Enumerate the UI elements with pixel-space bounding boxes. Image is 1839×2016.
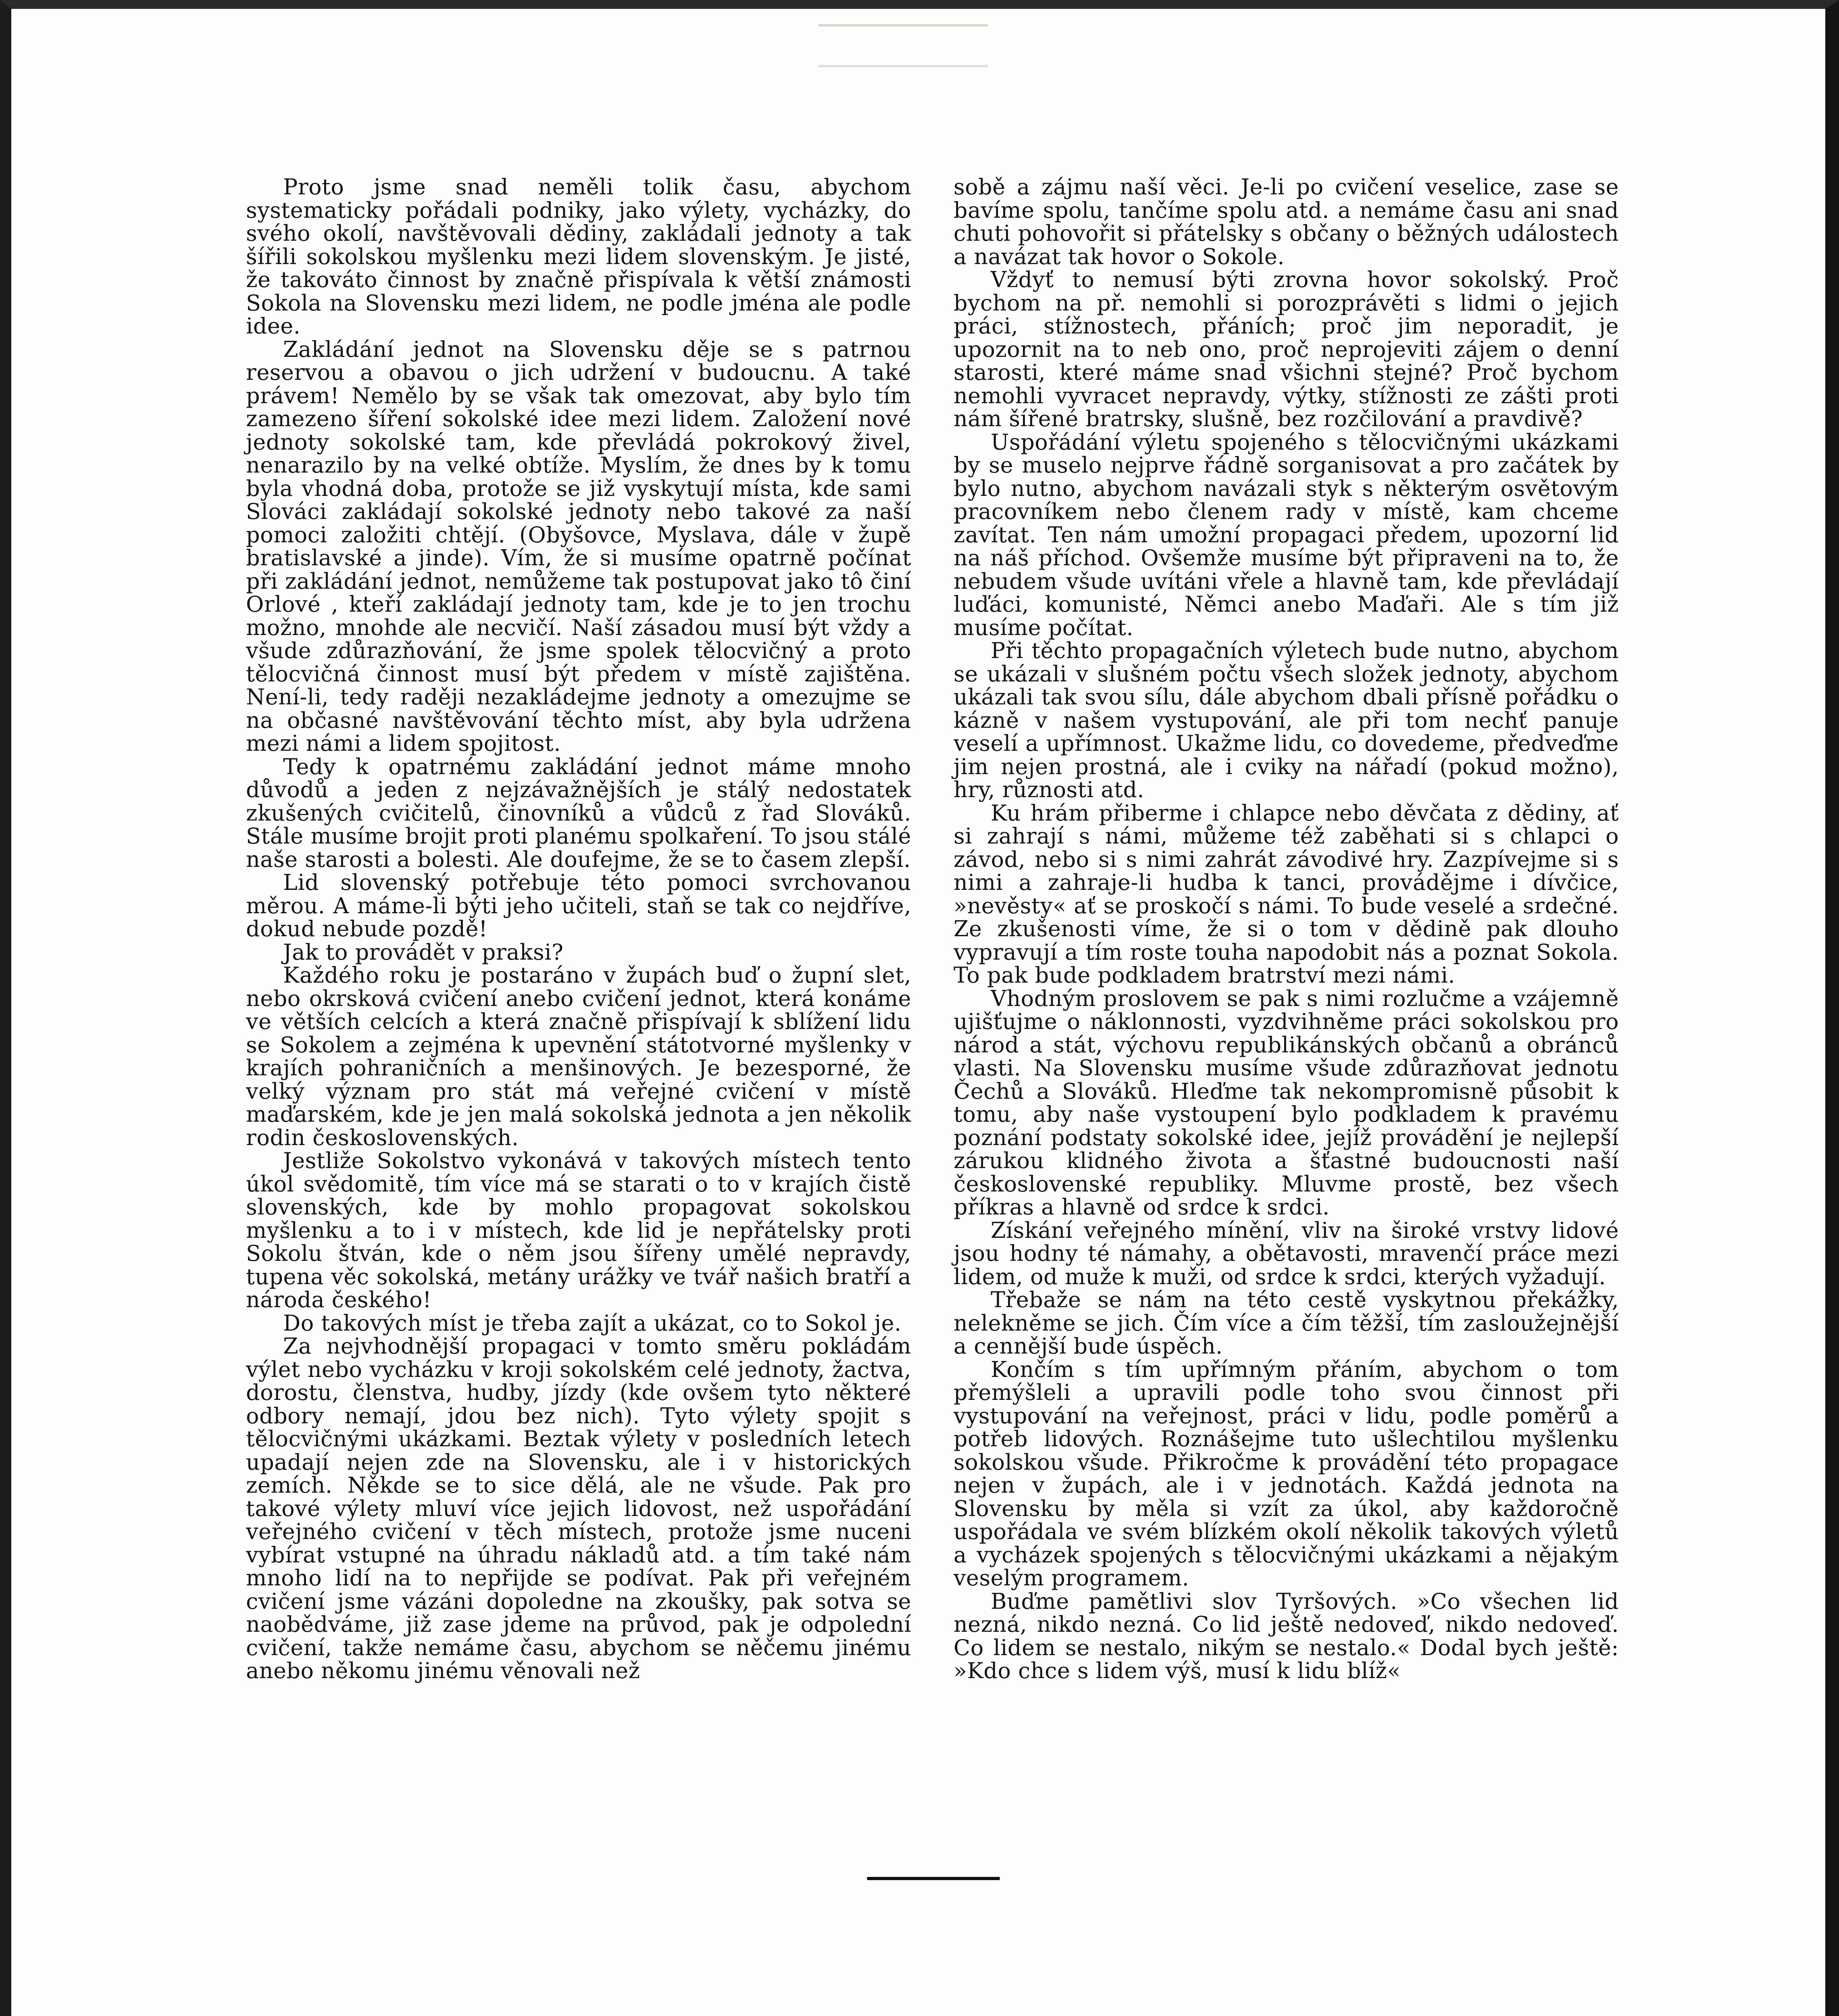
paragraph: Každého roku je postaráno v župách buď o župní slet, nebo okrsková cvičení anebo cvičení jednot, která konáme ve větších celcích a která značně přispívají k sblížení lidu se Sokolem a zejména k upevnění státotvorné myšlenky v krajích pohraničních a menšinových. Je bezesporné, že velký význam pro stát má veřejné cvičení v místě maďarském, kde je jen malá sokolská jednota a jen několik rodin československých. — [246, 962, 911, 1150]
paragraph: Buďme pamětlivi slov Tyršových. »Co všechen lid nezná, nikdo nezná. Co lid ještě nedoveď, nikdo nedoveď. Co lidem se nestalo, nikým se nestalo.« Dodal bych ještě: »Kdo chce s lidem výš, musí k lidu blíž« — [954, 1588, 1619, 1683]
left-column — [246, 175, 911, 1683]
paragraph: Získání veřejného mínění, vliv na široké vrstvy lidové jsou hodny té námahy, a obětavosti, mravenčí práce mezi lidem, od muže k muži, od srdce k srdci, kterých vyžadují. — [954, 1217, 1619, 1289]
paragraph: Končím s tím upřímným přáním, abychom o tom přemýšleli a upravili podle toho svou činnost při vystupování na veřejnost, práci v lidu, podle poměrů a potřeb lidových. Roznášejme tuto ušlechtilou myšlenku sokolskou všude. Přikročme k provádění této propagace nejen v župách, ale i v jednotách. Každá jednota na Slovensku by měla si vzít za úkol, aby každoročně uspořádala ve svém blízkém okolí několik takových výletů a vycházek spojených s tělocvičnými ukázkami a nějakým veselým programem. — [954, 1356, 1619, 1591]
paragraph: Lid slovenský potřebuje této pomoci svrchovanou měrou. A máme-li býti jeho učiteli, staň se tak co nejdříve, dokud nebude pozdě! — [246, 870, 911, 941]
paragraph: Jestliže Sokolstvo vykonává v takových místech tento úkol svědomitě, tím více má se starati o to v krajích čistě slovenských, kde by mohlo propagovat sokolskou myšlenku a to i v místech, kde lid je nepřátelsky proti Sokolu štván, kde o něm jsou šířeny umělé nepravdy, tupena věc sokolská, metány urážky ve tvář našich bratří a národa českého! — [246, 1148, 911, 1312]
paragraph: Do takových míst je třeba zajít a ukázat, co to Sokol je. — [283, 1310, 902, 1336]
paragraph: Vhodným proslovem se pak s nimi rozlučme a vzájemně ujišťujme o náklonnosti, vyzdvihněme práci sokolskou pro národ a stát, výchovu republikánských občanů a obránců vlasti. Na Slovensku musíme všude zdůrazňovat jednotu Čechů a Slováků. Hleďme tak nekompromisně působit k tomu, aby naše vystoupení bylo podkladem k pravému poznání podstaty sokolské idee, jejíž provádění je nejlepší zárukou klidného života a šťastné budoucnosti naší československé republiky. Mluvme prostě, bez všech příkras a hlavně od srdce k srdci. — [954, 985, 1619, 1220]
section-divider — [867, 1877, 1000, 1880]
paragraph: Jak to provádět v praksi? — [283, 939, 564, 965]
paragraph: Vždyť to nemusí býti zrovna hovor sokolský. Proč bychom na př. nemohli si porozprávěti s lidmi o jejich práci, stížnostech, přáních; proč jim neporadit, je upozornit na to neb ono, proč neprojeviti zájem o denní starosti, které máme snad všichni stejné? Proč bychom nemohli vyvracet nepravdy, výtky, stížnosti ze zášti proti nám šířené bratrsky, slušně, bez rozčilování a pravdivě? — [954, 267, 1619, 431]
paragraph: Proto jsme snad neměli tolik času, abychom systematicky pořádali podniky, jako výlety, vycházky, do svého okolí, navštěvovali dědiny, zakládali jednoty a tak šířili sokolskou myšlenku mezi lidem slovenským. Je jisté, že takováto činnost by značně přispívala k větší známosti Sokola na Slovensku mezi lidem, ne podle jména ale podle idee. — [246, 174, 911, 339]
paragraph-continued: sobě a zájmu naší věci. Je-li po cvičení veselice, zase se bavíme spolu, tančíme spolu atd. a nemáme času ani snad chuti pohovořit si přátelsky s občany o běžných událostech a navázat tak hovor o Sokole. — [954, 174, 1619, 269]
paragraph: Zakládání jednot na Slovensku děje se s patrnou reservou a obavou o jich udržení v budoucnu. A také právem! Nemělo by se však tak omezovat, aby bylo tím zamezeno šíření sokolské idee mezi lidem. Založení nové jednoty sokolské tam, kde převládá pokrokový živel, nenarazilo by na velké obtíže. Myslím, že dnes by k tomu byla vhodná doba, protože se již vyskytují místa, kde sami Slováci zakládají sokolské jednoty nebo takové za naší pomoci založiti chtějí. (Obyšovce, Myslava, dále v župě bratislavské a jinde). Vím, že si musíme opatrně počínat při zakládání jednot, nemůžeme tak postupovat jako tô činí Orlové , kteří zakládají jednoty tam, kde je to jen trochu možno, mnohde ale necvičí. Naší zásadou musí být vždy a všude zdůrazňování, že jsme spolek tělocvičný a proto tělocvičná činnost musí být předem v místě zajištěna. Není-li, tedy raději nezakládejme jednoty a omezujme se na občasné navštěvování těchto míst, aby byla udržena mezi námi a lidem spojitost. — [246, 336, 911, 756]
paragraph: Uspořádání výletu spojeného s tělocvičnými ukázkami by se muselo nejprve řádně sorganisovat a pro začátek by bylo nutno, abychom navázali styk s některým osvětovým pracovníkem nebo členem rady v místě, kam chceme zavítat. Ten nám umožní propagaci předem, upozorní lid na náš příchod. Ovšemže musíme být připraveni na to, že nebudem všude uvítáni vřele a hlavně tam, kde převládají luďáci, komunisté, Němci anebo Maďaři. Ale s tím již musíme počítat. — [954, 429, 1619, 640]
paragraph: Ku hrám přiberme i chlapce nebo děvčata z dědiny, ať si zahrají s námi, můžeme též zaběhati si s chlapci o závod, nebo si s nimi zahrát závodivé hry. Zazpívejme si s nimi a zahraje-li hudba k tanci, provádějme i dívčice, »nevěsty« ať se proskočí s námi. To bude veselé a srdečné. Ze zkušenosti víme, že si o tom v dědině pak dlouho vypravují a tím roste touha napodobit nás a poznat Sokola. To pak bude podkladem bratrství mezi námi. — [954, 800, 1619, 988]
paragraph: Tedy k opatrnému zakládání jednot máme mnoho důvodů a jeden z nejzávažnějších je stálý nedostatek zkušených cvičitelů, činovníků a vůdců z řad Slováků. Stále musíme brojit proti planému spolkaření. To jsou stálé naše starosti a bolesti. Ale doufejme, že se to časem zlepší. — [246, 754, 911, 872]
print-smudge — [818, 24, 988, 67]
paragraph: Za nejvhodnější propagaci v tomto směru pokládám výlet nebo vycházku v kroji sokolském celé jednoty, žactva, dorostu, členstva, hudby, jízdy (kde ovšem tyto některé odbory nemají, jdou bez nich). Tyto výlety spojit s tělocvičnými ukázkami. Beztak výlety v posledních letech upadají nejen zde na Slovensku, ale i v historických zemích. Někde se to sice dělá, ale ne všude. Pak pro takové výlety mluví více jejich lidovost, než uspořádání veřejného cvičení v těch místech, protože jsme nuceni vybírat vstupné na úhradu nákladů atd. a tím také nám mnoho lidí na to nepřijde se podívat. Pak při veřejném cvičení jsme vázáni dopoledne na zkoušky, pak sotva se naobědváme, již zase jdeme na průvod, pak je odpolední cvičení, takže nemáme času, abychom se něčemu jinému anebo někomu jinému věnovali než — [246, 1333, 911, 1683]
right-column — [954, 175, 1619, 1683]
paragraph: Třebaže se nám na této cestě vyskytnou překážky, nelekněme se jich. Čím více a čím těžší, tím zasloužejnější a cennější bude úspěch. — [954, 1287, 1619, 1359]
paragraph: Při těchto propagačních výletech bude nutno, abychom se ukázali v slušném počtu všech složek jednoty, abychom ukázali tak svou sílu, dále abychom dbali přísně pořádku o kázně v našem vystupování, ale při tom nechť panuje veselí a upřímnost. Ukažme lidu, co dovedeme, předveďme jim nejen prostná, ale i cviky na nářadí (pokud možno), hry, různosti atd. — [954, 638, 1619, 802]
